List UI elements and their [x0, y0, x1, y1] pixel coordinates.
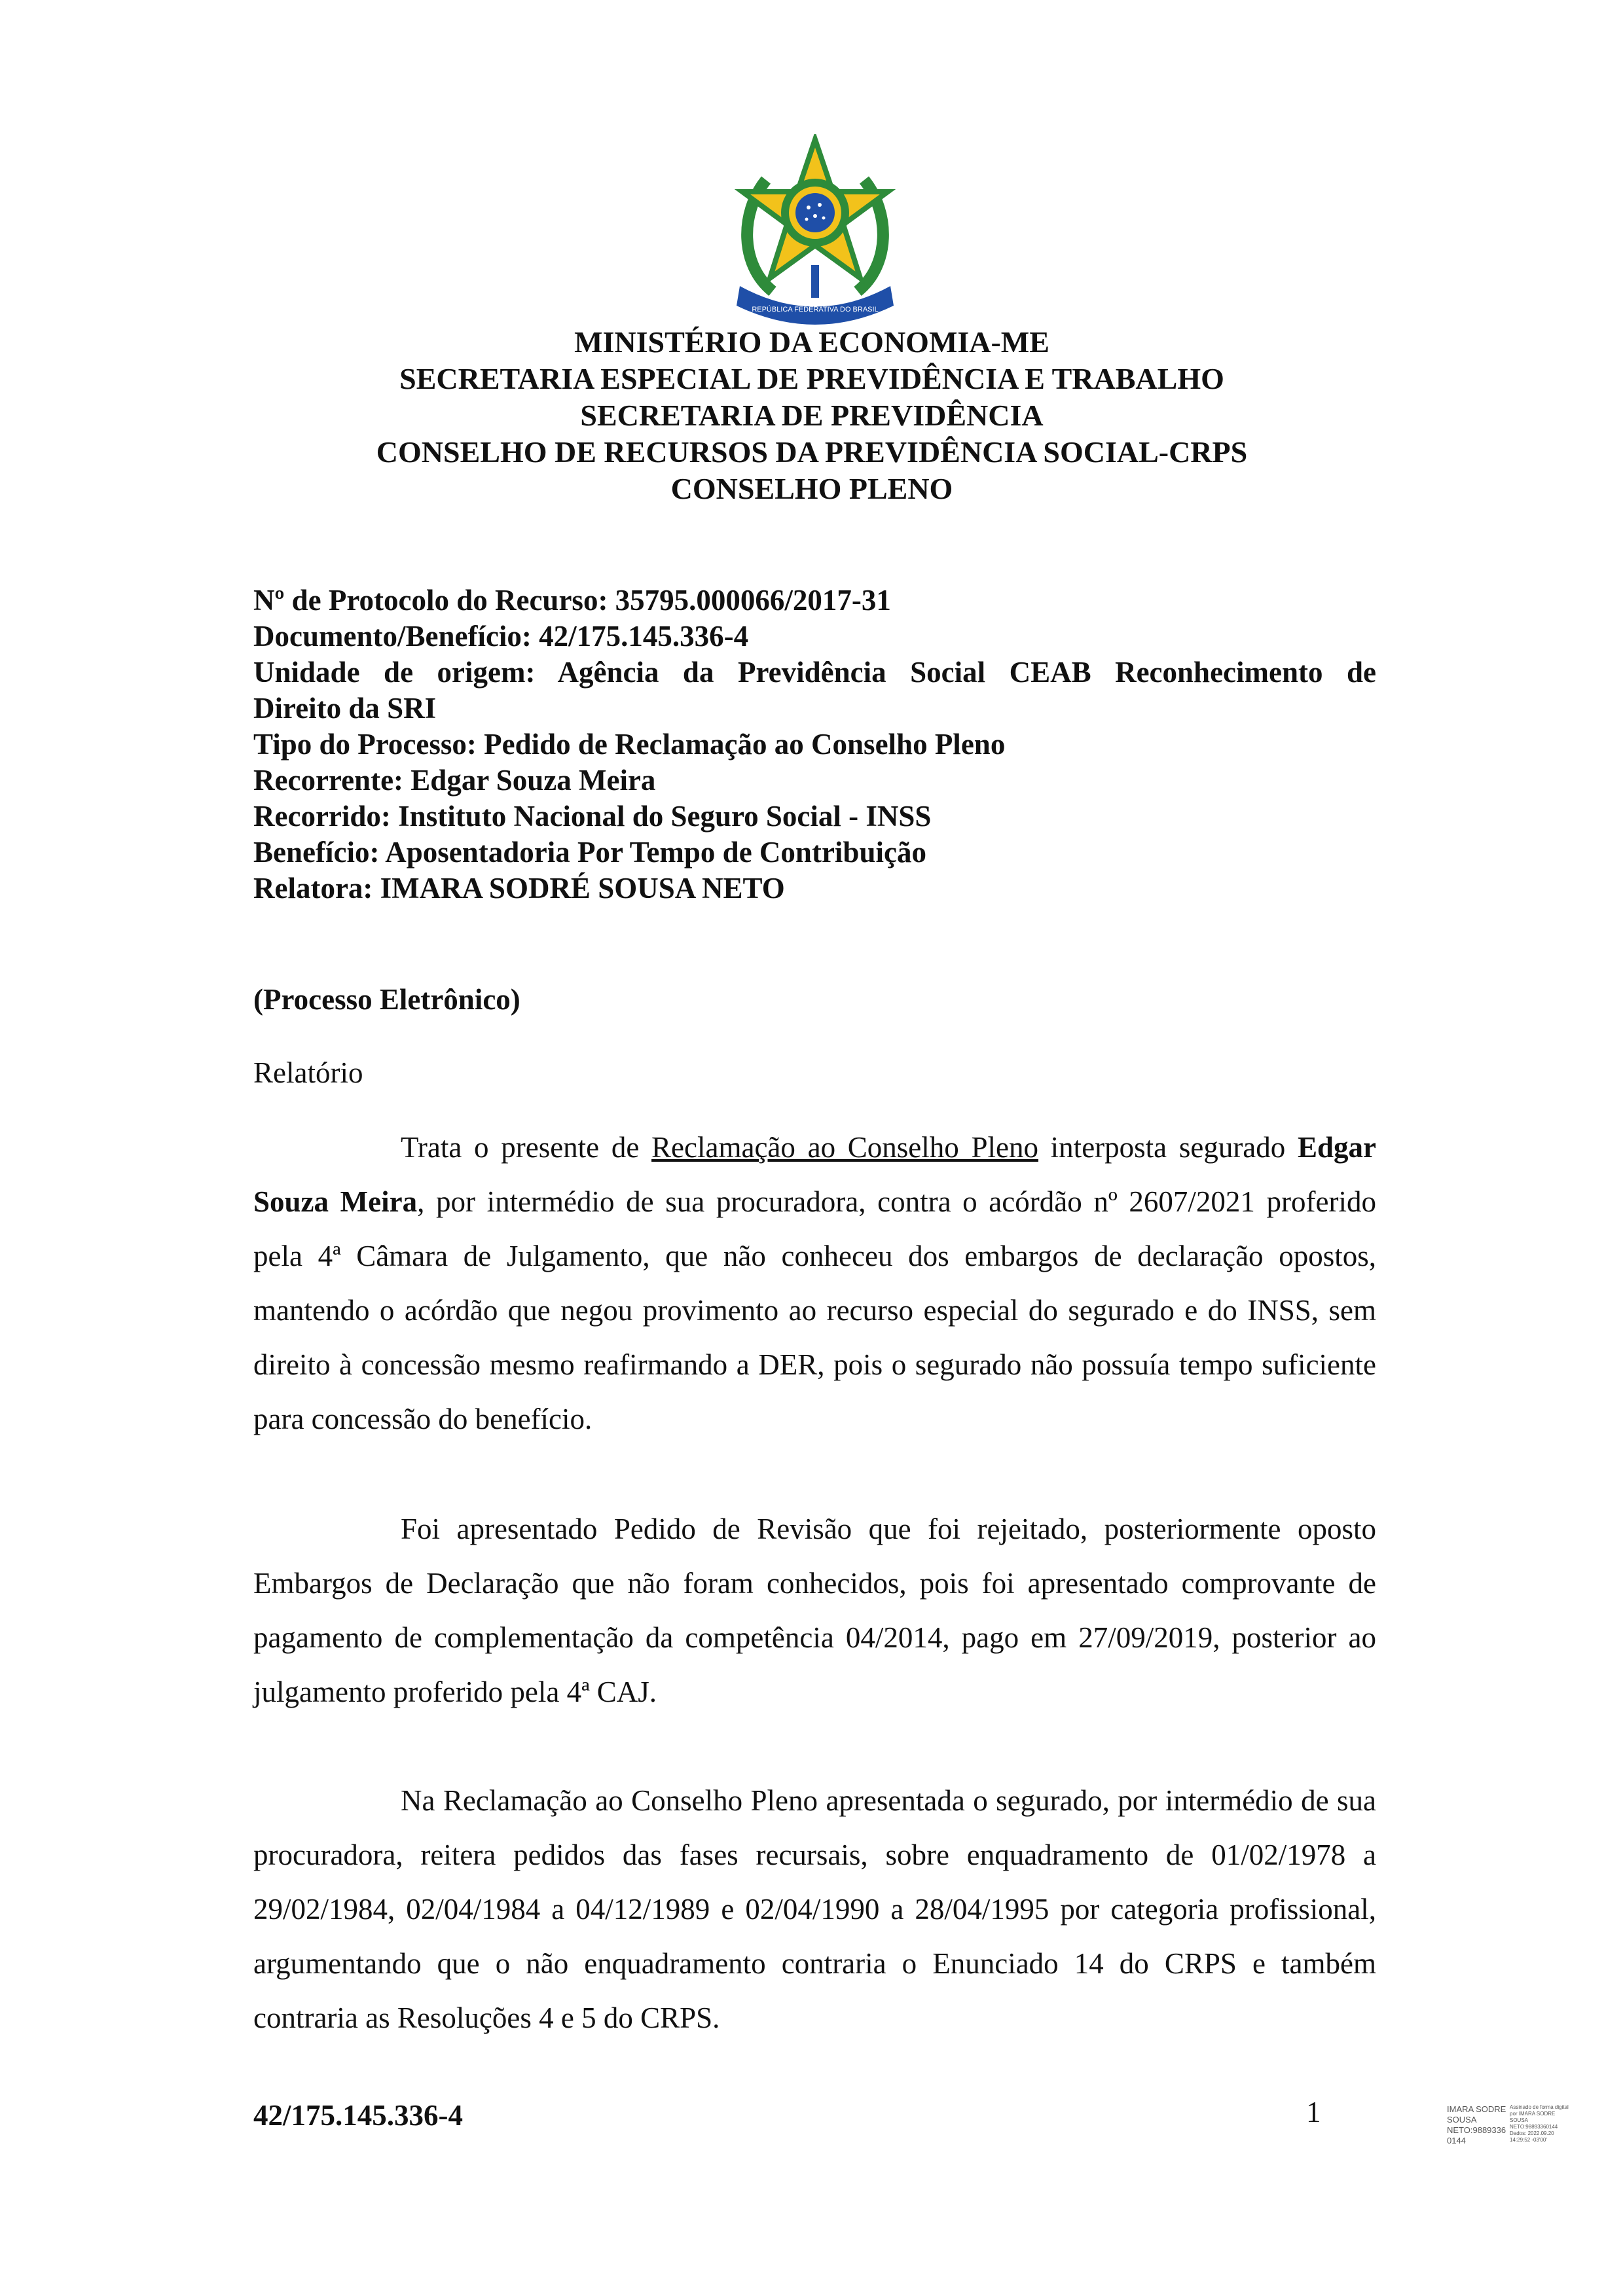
header-ministry: MINISTÉRIO DA ECONOMIA-ME — [574, 325, 1049, 359]
header-secretariat: SECRETARIA DE PREVIDÊNCIA — [580, 399, 1044, 432]
p1-text-a: Trata o presente de — [401, 1131, 652, 1164]
footer-document-number: 42/175.145.336-4 — [253, 2099, 463, 2132]
footer-page-number: 1 — [1306, 2096, 1321, 2128]
paragraph-2: Foi apresentado Pedido de Revisão que foi rejeitado, posteriormente oposto Embargos de Declaração que não foram conhecidos, pois foi apresentado comprovante de pagamento de complementação da competência 04/2014, pago em 27/09/2019, posterior ao julgamento proferido pela 4ª CAJ. — [253, 1513, 1376, 1708]
digital-signature-stamp — [1447, 2104, 1571, 2150]
p1-text-b: interposta segurado — [1038, 1131, 1298, 1164]
p1-appellant-name: Edgar Souza Meira — [253, 1131, 1376, 1218]
p1-underlined-term: Reclamação ao Conselho Pleno — [651, 1131, 1038, 1164]
meta-unidade-line2: Direito da SRI — [253, 692, 437, 725]
header-block — [196, 324, 1427, 507]
case-metadata — [253, 583, 1376, 906]
paragraph-3: Na Reclamação ao Conselho Pleno apresentada o segurado, por intermédio de sua procuradora, reitera pedidos das fases recursais, sobre enquadramento de 01/02/1978 a 29/02/1984, 02/04/1984 a 04/12/1989 e 02/04/1990 a 28/04/1995 por categoria profissional, argumentando que o não enquadramento contraria o Enunciado 14 do CRPS e também contraria as Resoluções 4 e 5 do CRPS. — [253, 1784, 1376, 2034]
p1-text-c: , por intermédio de sua procuradora, contra o acórdão nº 2607/2021 proferido pela 4ª Câmara de Julgamento, que não conheceu dos embargos de declaração opostos, mantendo o acórdão que negou provimento ao recurso especial do segurado e do INSS, sem direito à concessão mesmo reafirmando a DER, pois o segurado não possuía tempo suficiente para concessão do benefício. — [253, 1185, 1376, 1435]
signature-info: Assinado de forma digital por IMARA SODRE SOUSA NETO:98893360144 Dados: 2022.09.20 14:29:52 -03'00' — [1510, 2104, 1569, 2143]
header-plenary: CONSELHO PLENO — [670, 472, 953, 505]
emblem-ribbon-text: REPÚBLICA FEDERATIVA DO BRASIL — [752, 306, 879, 314]
paragraph-1 — [253, 1121, 1376, 1446]
header-special-secretariat: SECRETARIA ESPECIAL DE PREVIDÊNCIA E TRABALHO — [399, 362, 1224, 395]
header-council: CONSELHO DE RECURSOS DA PREVIDÊNCIA SOCIAL-CRPS — [376, 435, 1248, 469]
signature-name: IMARA SODRE SOUSA NETO:9889336 0144 — [1447, 2104, 1506, 2145]
brazil-coat-of-arms-emblem — [727, 134, 903, 331]
meta-tipo: Tipo do Processo: Pedido de Reclamação ao Conselho Pleno — [253, 728, 1006, 761]
meta-beneficio: Benefício: Aposentadoria Por Tempo de Contribuição — [253, 836, 926, 869]
meta-relatora: Relatora: IMARA SODRÉ SOUSA NETO — [253, 872, 785, 905]
meta-recorrente: Recorrente: Edgar Souza Meira — [253, 764, 656, 797]
meta-documento: Documento/Benefício: 42/175.145.336-4 — [253, 620, 749, 653]
processo-label: (Processo Eletrônico) — [253, 983, 520, 1016]
meta-recorrido: Recorrido: Instituto Nacional do Seguro Social - INSS — [253, 800, 932, 833]
relatorio-heading: Relatório — [253, 1056, 363, 1089]
meta-unidade-line1: Unidade de origem: Agência da Previdência Social CEAB Reconhecimento de — [253, 656, 1376, 689]
meta-protocolo: Nº de Protocolo do Recurso: 35795.000066/2017-31 — [253, 584, 891, 617]
